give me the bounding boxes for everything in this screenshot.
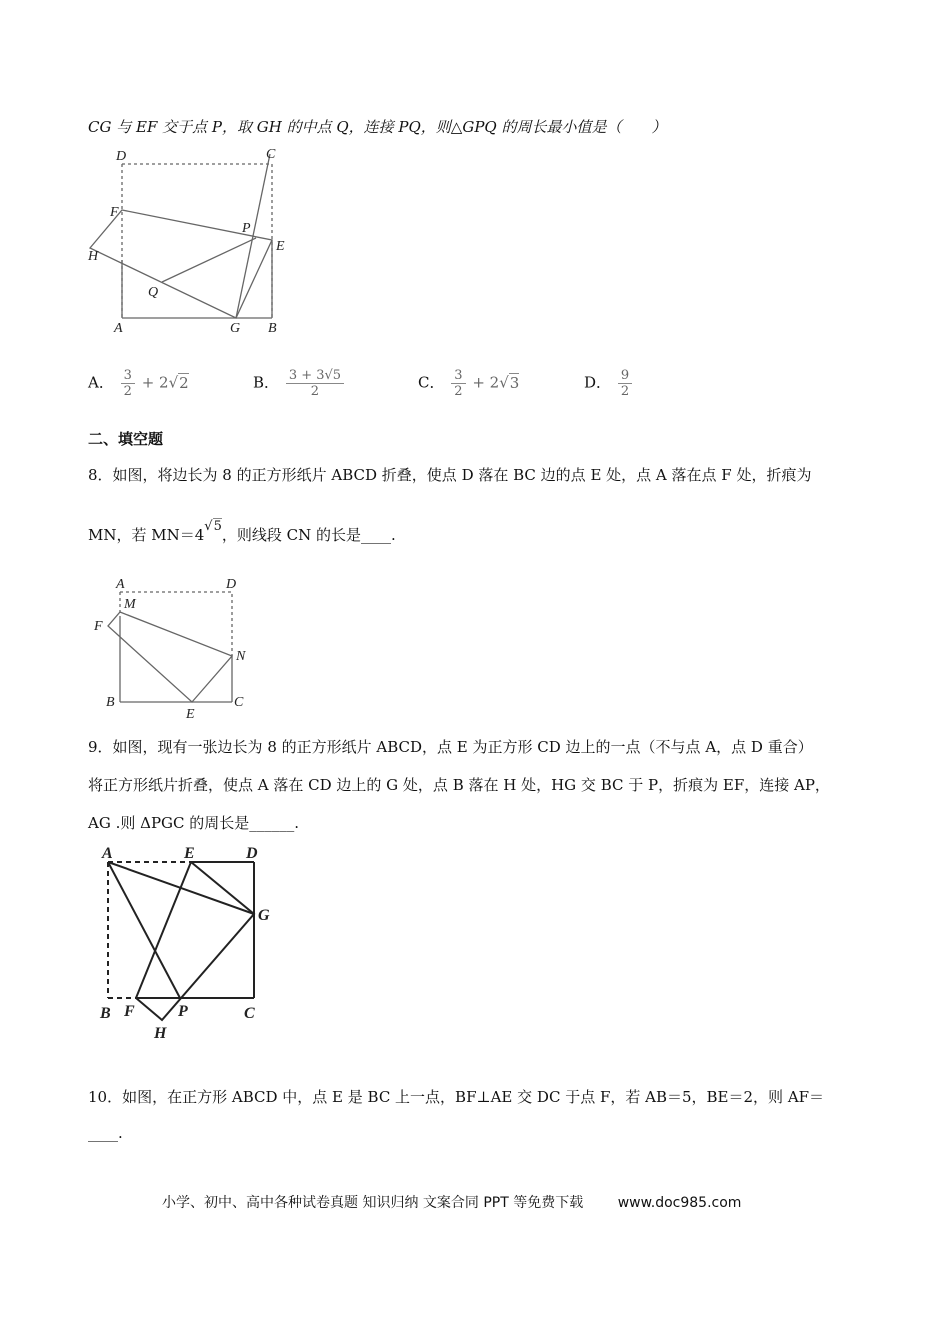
page-footer: [162, 1192, 741, 1212]
q7-text: CG 与 EF 交于点 P，取 GH 的中点 Q，连接 PQ，则△GPQ 的周长最小值是（ ）: [88, 118, 667, 136]
q7-figure: [80, 140, 310, 340]
q9-text-line1: 9．如图，现有一张边长为 8 的正方形纸片 ABCD，点 E 为正方形 CD 边上的一点（不与点 A，点 D 重合）: [88, 738, 813, 756]
q7-label-f: F: [110, 205, 119, 220]
q7-label-b: B: [268, 321, 277, 336]
q9-label-h: H: [154, 1025, 167, 1042]
q8-label-c: C: [234, 695, 244, 710]
q7-label-d: D: [116, 149, 127, 164]
q7-label-h: H: [88, 249, 99, 264]
q7-option-a: A． $\frac{3}{2}$ + 2√2: [88, 368, 189, 399]
q8-label-d: D: [226, 577, 237, 592]
q9-label-f: F: [124, 1003, 135, 1020]
q7-option-c: C． $\frac{3}{2}$ + 2√3: [418, 368, 520, 399]
q9-label-p: P: [178, 1003, 188, 1020]
q9-figure: [96, 840, 286, 1045]
q8-text-line2: MN，若 MN＝4√5，则线段 CN 的长是____.: [88, 519, 396, 544]
q7-label-g: G: [230, 321, 241, 336]
q7-label-p: P: [242, 221, 251, 236]
q8-label-a: A: [116, 577, 125, 592]
q9-label-d: D: [246, 845, 258, 862]
q9-label-g: G: [258, 907, 270, 924]
q9-text-line2: 将正方形纸片折叠，使点 A 落在 CD 边上的 G 处，点 B 落在 H 处，HG 交 BC 于 P，折痕为 EF，连接 AP，: [88, 776, 830, 794]
q7-option-d: D． $\frac{9}{2}$: [584, 368, 634, 399]
q7-label-e: E: [276, 239, 285, 254]
q8-label-e: E: [186, 707, 195, 722]
q8-label-b: B: [106, 695, 115, 710]
q9-text-line3: AG .则 ΔPGC 的周长是______.: [88, 814, 300, 832]
q8-label-f: F: [94, 619, 103, 634]
q7-option-b: B． $\frac{3 + 3√5}{2}$: [253, 368, 346, 399]
q8-figure: [88, 572, 258, 722]
q9-label-a: A: [102, 845, 113, 862]
footer-text: 小学、初中、高中各种试卷真题 知识归纳 文案合同 PPT 等免费下载: [162, 1195, 584, 1211]
q9-label-b: B: [100, 1005, 111, 1022]
q8-text-line1: 8．如图，将边长为 8 的正方形纸片 ABCD 折叠，使点 D 落在 BC 边的点 E 处，点 A 落在点 F 处，折痕为: [88, 466, 812, 484]
q10-text-line1: 10．如图，在正方形 ABCD 中，点 E 是 BC 上一点，BF⊥AE 交 DC 于点 F，若 AB＝5，BE＝2，则 AF＝: [88, 1088, 825, 1106]
q9-label-c: C: [244, 1005, 255, 1022]
q9-label-e: E: [184, 845, 195, 862]
q7-label-q: Q: [148, 285, 159, 300]
q7-label-a: A: [114, 321, 123, 336]
q10-text-line2: ____.: [88, 1124, 123, 1142]
q8-label-n: N: [236, 649, 246, 664]
q7-label-c: C: [266, 147, 276, 162]
footer-url[interactable]: www.doc985.com: [617, 1195, 742, 1211]
section-heading: 二、填空题: [88, 430, 164, 448]
q8-label-m: M: [124, 597, 136, 612]
